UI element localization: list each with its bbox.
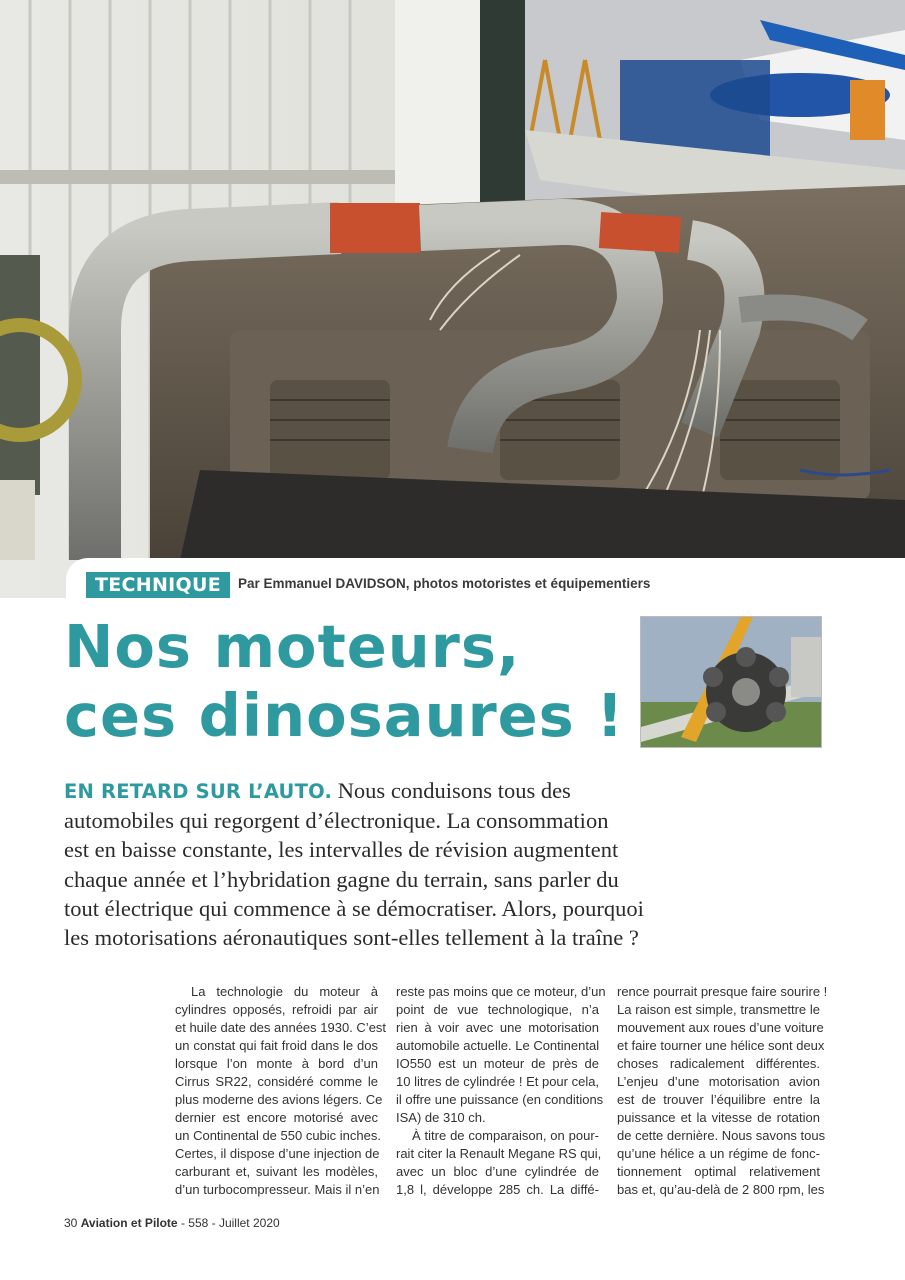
body-column-1 xyxy=(175,983,387,1199)
lead-kicker: EN RETARD SUR L’AUTO. xyxy=(64,780,333,803)
column-line: et huile date des années 1930. C’est xyxy=(175,1020,387,1035)
lead-paragraph xyxy=(64,776,714,952)
lead-line-6: les motorisations aéronautiques sont-elles tellement à la traîne ? xyxy=(64,925,639,951)
column-line: carburant et, suivant les modèles, xyxy=(175,1164,378,1179)
column-line: un constat qui fait froid dans le dos xyxy=(175,1038,378,1053)
column-line: La technologie du moteur à xyxy=(191,984,378,999)
column-line: puissance et la vitesse de rotation xyxy=(617,1110,820,1125)
section-rubric: TECHNIQUE xyxy=(86,572,230,598)
column-line: point de vue technologique, n’a xyxy=(396,1002,599,1017)
column-line: plus moderne des avions légers. Ce xyxy=(175,1092,383,1107)
page-folio xyxy=(64,1216,280,1230)
column-line: d’un turbocompresseur. Mais il n’en xyxy=(175,1182,380,1197)
column-line: tionnement optimal relativement xyxy=(617,1164,820,1179)
body-column-2 xyxy=(396,983,606,1199)
issue-info: - 558 - Juillet 2020 xyxy=(177,1216,280,1230)
lead-line-4: chaque année et l’hybridation gagne du terrain, sans parler du xyxy=(64,866,619,892)
column-line: mouvement aux roues d’une voiture xyxy=(617,1020,824,1035)
column-line: est de trouver l’équilibre entre la xyxy=(617,1092,820,1107)
column-line: L’enjeu d’une motorisation avion xyxy=(617,1074,820,1089)
column-line: un Continental de 550 cubic inches. xyxy=(175,1128,381,1143)
column-line: automobile actuelle. Le Continental xyxy=(396,1038,600,1053)
headline-line-2: ces dinosaures ! xyxy=(64,681,625,750)
lead-line-5: tout électrique qui commence à se démocratiser. Alors, pourquoi xyxy=(64,895,644,921)
lead-line-1: Nous conduisons tous des xyxy=(332,778,571,803)
column-line: de cette dernière. Nous savons tous xyxy=(617,1128,826,1143)
column-line: et faire tourner une hélice sont deux xyxy=(617,1038,825,1053)
column-line: IO550 est un moteur de près de xyxy=(396,1056,599,1071)
column-line: qu’une hélice a un régime de fonc- xyxy=(617,1146,820,1161)
column-line: reste pas moins que ce moteur, d’un xyxy=(396,984,606,999)
column-line: rence pourrait presque faire sourire ! xyxy=(617,984,828,999)
column-line: dernier est encore motorisé avec xyxy=(175,1110,378,1125)
lead-line-2: automobiles qui regorgent d’électronique. La consommation xyxy=(64,808,609,834)
headline xyxy=(64,612,624,750)
body-column-3 xyxy=(617,983,828,1199)
magazine-name: Aviation et Pilote xyxy=(80,1216,178,1230)
column-line: choses radicalement différentes. xyxy=(617,1056,820,1071)
column-line: rait citer la Renault Megane RS qui, xyxy=(396,1146,602,1161)
column-line: Certes, il dispose d’une injection de xyxy=(175,1146,380,1161)
column-line: lorsque l’on monte à bord d’un xyxy=(175,1056,378,1071)
column-line: 1,8 l, développe 285 ch. La diffé- xyxy=(396,1182,599,1197)
radial-engine-photo xyxy=(640,616,822,748)
column-line: Cirrus SR22, considéré comme le xyxy=(175,1074,378,1089)
column-line: ISA) de 310 ch. xyxy=(396,1110,486,1125)
byline: Par Emmanuel DAVIDSON, photos motoristes et équipementiers xyxy=(238,576,651,591)
column-line: 10 litres de cylindrée ! Et pour cela, xyxy=(396,1074,600,1089)
page-number: 30 xyxy=(64,1216,78,1230)
headline-line-1: Nos moteurs, xyxy=(64,612,521,681)
column-line: il offre une puissance (en conditions xyxy=(396,1092,604,1107)
column-line: cylindres opposés, refroidi par air xyxy=(175,1002,378,1017)
column-line: À titre de comparaison, on pour- xyxy=(412,1128,599,1143)
column-line: avec un bloc d’une cylindrée de xyxy=(396,1164,599,1179)
column-line: bas et, qu’au-delà de 2 800 rpm, les xyxy=(617,1182,825,1197)
column-line: rien à voir avec une motorisation xyxy=(396,1020,599,1035)
hero-photo xyxy=(0,0,905,598)
lead-line-3: est en baisse constante, les intervalles de révision augmentent xyxy=(64,837,619,863)
column-line: La raison est simple, transmettre le xyxy=(617,1002,820,1017)
